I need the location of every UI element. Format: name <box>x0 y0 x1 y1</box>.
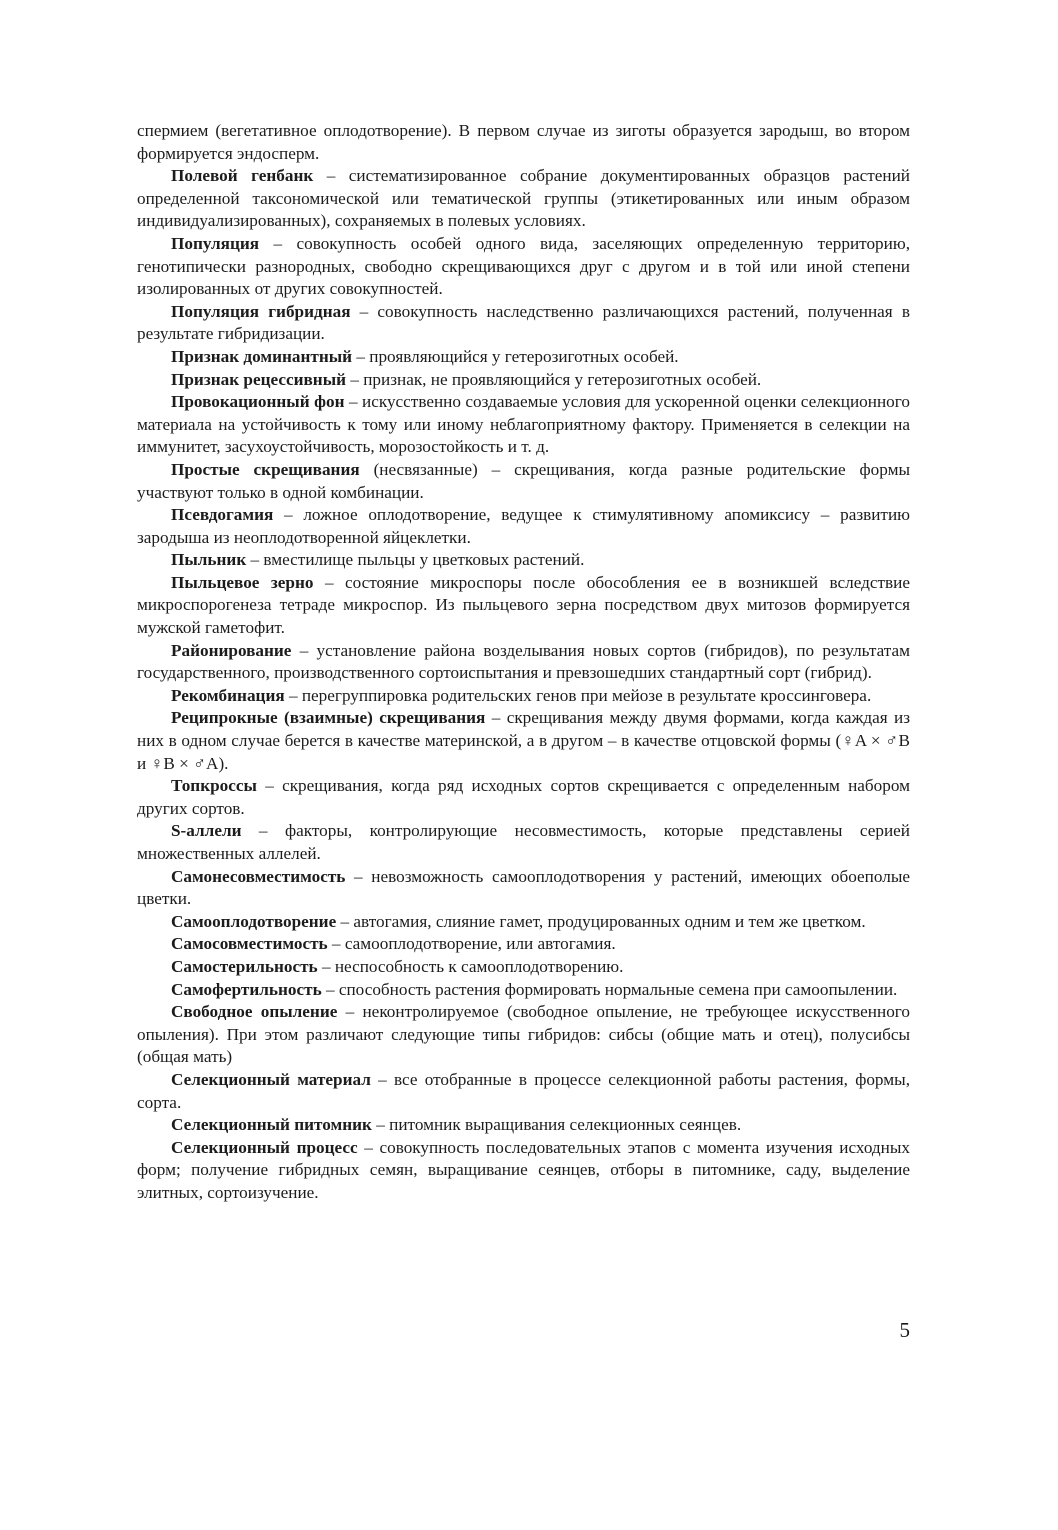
glossary-entry <box>137 640 910 685</box>
glossary-term: Селекционный процесс <box>171 1137 358 1157</box>
glossary-entry <box>137 549 910 572</box>
glossary-entry <box>137 301 910 346</box>
glossary-definition: – самооплодотворение, или автогамия. <box>327 934 616 954</box>
glossary-term: Самостерильность <box>171 956 318 976</box>
glossary-entry <box>137 459 910 504</box>
glossary-term: Топкроссы <box>171 776 257 796</box>
glossary-term: Районирование <box>171 640 292 660</box>
glossary-term: Пыльник <box>171 550 247 570</box>
glossary-definition: – скрещивания между двумя формами, когда каждая из них в одном случае берется в качестве материнской, а в другом – в качестве отцовской формы (♀A × ♂B и ♀B × ♂A). <box>137 708 910 773</box>
glossary-term: Популяция <box>171 233 260 253</box>
glossary-definition: – все отобранные в процессе селекционной работы растения, формы, сорта. <box>137 1069 910 1112</box>
glossary-term: Самооплодотворение <box>171 911 337 931</box>
page-body <box>137 120 910 1205</box>
glossary-definition: – неконтролируемое (свободное опыление, не требующее искусственного опыления). При этом различают следующие типы гибридов: сибсы (общие мать и отец), полусибсы (общая мать) <box>137 1002 911 1067</box>
glossary-definition: – неспособность к самооплодотворению. <box>317 956 624 976</box>
glossary-entry <box>137 707 910 775</box>
page-number: 5 <box>899 1318 910 1342</box>
glossary-entry <box>137 504 910 549</box>
glossary-definition: – автогамия, слияние гамет, продуцированных одним и тем же цветком. <box>336 911 866 931</box>
glossary-entry <box>137 956 910 979</box>
glossary-definition: – совокупность наследственно различающихся растений, полученная в результате гибридизации. <box>137 301 910 344</box>
glossary-definition: – питомник выращивания селекционных сеянцев. <box>371 1115 742 1135</box>
glossary-term: Рекомбинация <box>171 685 285 705</box>
glossary-term: S-аллели <box>171 821 242 841</box>
glossary-term: Селекционный питомник <box>171 1115 372 1135</box>
glossary-definition: – скрещивания, когда ряд исходных сортов скрещивается с определенным набором других сортов. <box>137 776 910 818</box>
glossary-entry <box>137 911 910 934</box>
glossary-entries <box>137 165 910 1204</box>
glossary-entry <box>137 820 910 865</box>
glossary-entry <box>137 572 910 640</box>
glossary-term: Псевдогамия <box>171 505 274 525</box>
glossary-entry <box>137 1001 910 1069</box>
glossary-term: Полевой генбанк <box>171 166 314 186</box>
glossary-definition: – искусственно создаваемые условия для ускоренной оценки селекционного материала на устойчивость к тому или иному неблагоприятному фактору. Применяется в селекции на иммунитет, засухоустойчивость, морозостойкость и т. д. <box>137 392 910 457</box>
glossary-definition: – признак, не проявляющийся у гетерозиготных особей. <box>346 369 762 389</box>
glossary-term: Самофертильность <box>171 979 322 999</box>
glossary-term: Пыльцевое зерно <box>171 572 314 592</box>
glossary-entry <box>137 933 910 956</box>
glossary-term: Селекционный материал <box>171 1069 371 1089</box>
glossary-definition: – перегруппировка родительских генов при мейозе в результате кроссинговера. <box>284 685 872 705</box>
glossary-entry <box>137 775 910 820</box>
glossary-entry <box>137 391 910 459</box>
glossary-entry <box>137 979 910 1002</box>
glossary-definition: – ложное оплодотворение, ведущее к стимулятивному апомиксису – развитию зародыша из неоплодотворенной яйцеклетки. <box>137 505 910 547</box>
glossary-entry <box>137 1114 910 1137</box>
glossary-definition: – невозможность самооплодотворения у растений, имеющих обоеполые цветки. <box>137 866 910 909</box>
glossary-term: Самонесовместимость <box>171 866 346 886</box>
glossary-definition: – систематизированное собрание документированных образцов растений определенной таксономической или тематической группы (этикетированных или иным образом индивидуализированных), сохраняемых в полевых условиях. <box>137 166 910 231</box>
glossary-term: Популяция гибридная <box>171 301 351 321</box>
glossary-term: Провокационный фон <box>171 392 345 412</box>
glossary-definition: (несвязанные) – скрещивания, когда разные родительские формы участвуют только в одной комбинации. <box>137 459 910 502</box>
glossary-definition: – совокупность последовательных этапов с момента изучения исходных форм; получение гибридных семян, выращивание сеянцев, отборы в питомнике, саду, выделение элитных, сортоизучение. <box>137 1137 910 1202</box>
glossary-entry <box>137 233 910 301</box>
glossary-term: Признак доминантный <box>171 346 353 366</box>
glossary-term: Реципрокные (взаимные) скрещивания <box>171 708 486 728</box>
glossary-entry <box>137 685 910 708</box>
glossary-definition: – факторы, контролирующие несовместимость, которые представлены серией множественных аллелей. <box>137 821 910 863</box>
glossary-term: Самосовместимость <box>171 934 328 954</box>
glossary-definition: – установление района возделывания новых сортов (гибридов), по результатам государственного, производственного сортоиспытания и превзошедших стандартный сорт (гибрид). <box>137 640 910 683</box>
glossary-term: Свободное опыление <box>171 1002 338 1022</box>
glossary-entry <box>137 866 910 911</box>
glossary-entry <box>137 1137 910 1205</box>
glossary-entry <box>137 346 910 369</box>
glossary-definition: – способность растения формировать нормальные семена при самоопылении. <box>321 979 898 999</box>
glossary-definition: – состояние микроспоры после обособления ее в возникшей вследствие микроспорогенеза тетраде микроспор. Из пыльцевого зерна посредством двух митозов формируется мужской гаметофит. <box>137 572 910 638</box>
glossary-definition: – проявляющийся у гетерозиготных особей. <box>352 346 679 366</box>
glossary-definition: – вместилище пыльцы у цветковых растений. <box>246 550 585 570</box>
glossary-entry <box>137 1069 910 1114</box>
glossary-term: Простые скрещивания <box>171 459 360 479</box>
glossary-term: Признак рецессивный <box>171 369 347 389</box>
glossary-entry <box>137 369 910 392</box>
glossary-definition: – совокупность особей одного вида, заселяющих определенную территорию, генотипически разнородных, свободно скрещивающихся друг с другом и в той или иной степени изолированных от других совокупностей. <box>137 233 910 299</box>
glossary-entry <box>137 165 910 233</box>
continuation-paragraph: спермием (вегетативное оплодотворение). В первом случае из зиготы образуется зародыш, во втором формируется эндосперм. <box>137 121 910 163</box>
